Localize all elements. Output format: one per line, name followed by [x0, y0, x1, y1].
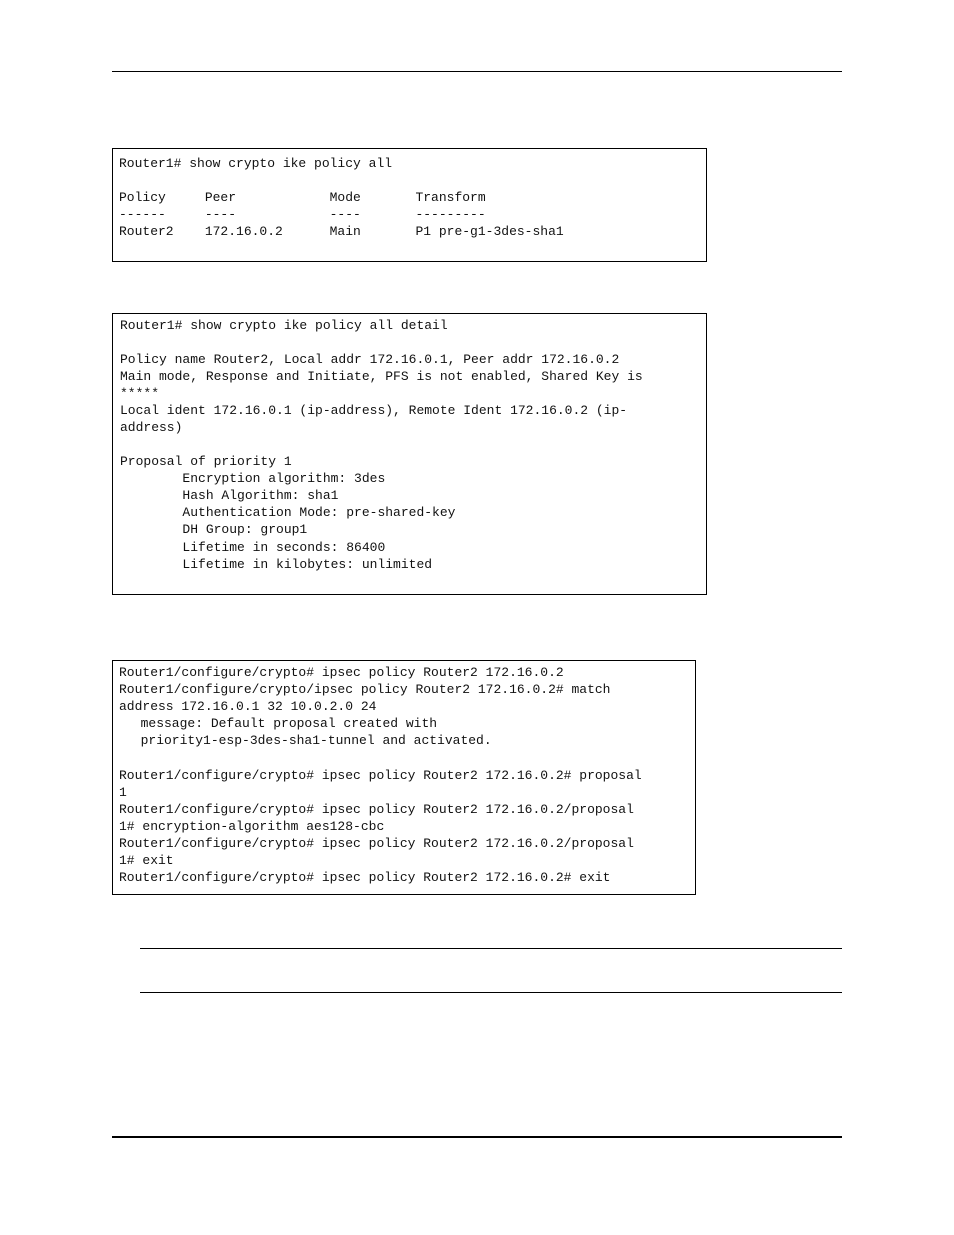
code-line: address): [120, 420, 183, 435]
code-line: Main mode, Response and Initiate, PFS is not enabled, Shared Key is: [120, 369, 643, 384]
code-line: DH Group: group1: [120, 522, 308, 537]
code-line: Policy Peer Mode Transform: [119, 190, 486, 205]
note-top-rule: [140, 948, 842, 949]
code-line: Router1# show crypto ike policy all detail: [120, 318, 448, 333]
note-bottom-rule: [140, 992, 842, 993]
code-line: Local ident 172.16.0.1 (ip-address), Remote Ident 172.16.0.2 (ip-: [120, 403, 628, 418]
code-line: Router1/configure/crypto# ipsec policy Router2 172.16.0.2# proposal: [119, 768, 642, 783]
code-line: Hash Algorithm: sha1: [120, 488, 339, 503]
code-line: Router1# show crypto ike policy all: [119, 156, 393, 171]
code-line: ------ ---- ---- ---------: [119, 207, 486, 222]
code-line: Router1/configure/crypto# ipsec policy Router2 172.16.0.2/proposal: [119, 802, 634, 817]
code-line: priority1-esp-3des-sha1-tunnel and activated.: [125, 733, 492, 748]
code-line: Lifetime in seconds: 86400: [120, 540, 386, 555]
code-line: address 172.16.0.1 32 10.0.2.0 24: [119, 699, 377, 714]
code-line: Router1/configure/crypto# ipsec policy Router2 172.16.0.2# exit: [119, 870, 611, 885]
code-line: Router2 172.16.0.2 Main P1 pre-g1-3des-sha1: [119, 224, 564, 239]
code-line: Router1/configure/crypto# ipsec policy Router2 172.16.0.2: [119, 665, 564, 680]
header-rule: [112, 71, 842, 72]
footer-rule: [112, 1136, 842, 1138]
code-line: Lifetime in kilobytes: unlimited: [120, 557, 433, 572]
code-line: message: Default proposal created with: [125, 716, 438, 731]
code-line: 1# encryption-algorithm aes128-cbc: [119, 819, 385, 834]
code-line: *****: [120, 386, 160, 401]
code-line: 1# exit: [119, 853, 174, 868]
code-line: Encryption algorithm: 3des: [120, 471, 386, 486]
code-line: Policy name Router2, Local addr 172.16.0.1, Peer addr 172.16.0.2: [120, 352, 620, 367]
code-line: Router1/configure/crypto# ipsec policy Router2 172.16.0.2/proposal: [119, 836, 634, 851]
code-block-ipsec-policy-config: [112, 660, 696, 895]
code-block-ike-policy-all: [112, 148, 707, 262]
code-block-ike-policy-detail: [112, 313, 707, 595]
code-line: 1: [119, 785, 127, 800]
code-line: Proposal of priority 1: [120, 454, 292, 469]
code-line: Router1/configure/crypto/ipsec policy Router2 172.16.0.2# match: [119, 682, 611, 697]
code-line: Authentication Mode: pre-shared-key: [120, 505, 456, 520]
